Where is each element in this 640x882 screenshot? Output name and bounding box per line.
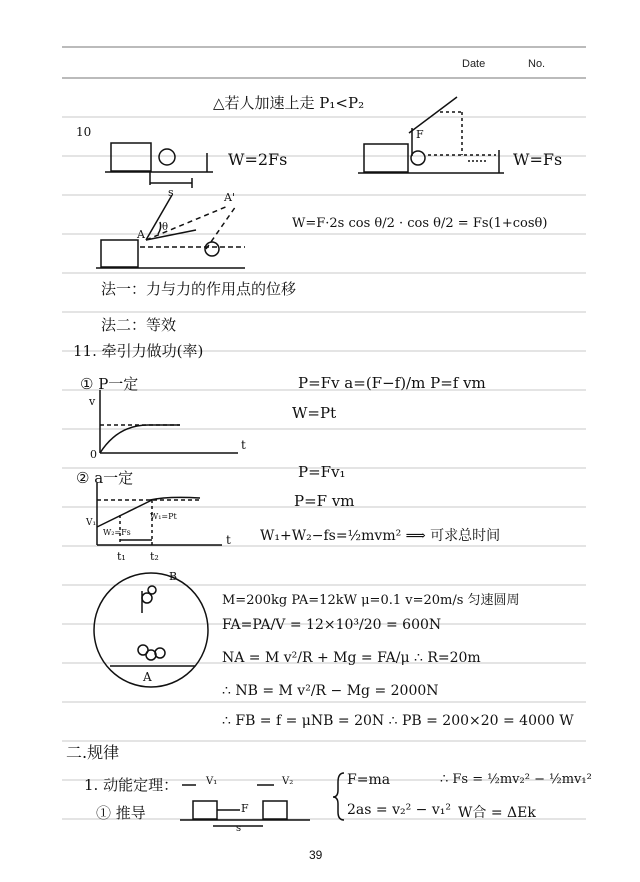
note-line-20: ∴ FB = f = μNB = 20N ∴ PB = 200×20 = 4000 W — [222, 713, 574, 729]
s-label-2: s — [236, 823, 242, 834]
note-line-14: P=F vm — [294, 492, 355, 510]
v1a-label: V₁ — [206, 776, 218, 787]
note-line-13: P=Fv₁ — [298, 463, 346, 481]
t1-label: t₁ — [117, 550, 126, 563]
note-line-10: P=Fv a=(F−f)/m P=f vm — [298, 374, 486, 392]
note-line-8: 11. 牵引力做功(率) — [73, 342, 204, 360]
note-line-3: W=2Fs — [228, 150, 288, 169]
note-line-25: ① 推导 — [96, 804, 146, 822]
note-line-17: FA=PA/V = 12×10³/20 = 600N — [222, 617, 442, 633]
a-label: A — [137, 228, 145, 241]
b-label: B — [169, 570, 178, 583]
note-line-22: 1. 动能定理： — [84, 776, 179, 794]
block-pulley-left-sketch — [105, 143, 213, 188]
note-line-2: 10 — [76, 125, 92, 139]
f-label-2: F — [241, 802, 249, 815]
note-line-11: W=Pt — [292, 404, 337, 422]
no-label: No. — [528, 58, 546, 70]
t-axis-label-1: t — [241, 438, 246, 452]
graph-constant-power — [100, 390, 238, 453]
date-label: Date — [462, 58, 486, 70]
note-line-18: NA = M v²/R + Mg = FA/μ ∴ R=20m — [222, 650, 481, 666]
note-line-1: △若人加速上走 P₁<P₂ — [213, 94, 365, 112]
note-line-15: W₁+W₂−fs=½mvm² ⟹ 可求总时间 — [260, 528, 501, 544]
note-line-21: 二.规律 — [66, 743, 120, 762]
v-axis-label-1: v — [89, 395, 96, 408]
ruled-lines — [62, 47, 586, 819]
origin-label: 0 — [90, 448, 97, 461]
a-bottom-label: A — [143, 670, 152, 684]
note-line-9: ① P一定 — [80, 375, 139, 393]
note-line-19: ∴ NB = M v²/R − Mg = 2000N — [222, 683, 439, 699]
f-label: F — [416, 128, 424, 141]
t-axis-label-2: t — [226, 533, 231, 547]
page-number: 39 — [309, 848, 323, 862]
note-line-4: W=Fs — [513, 150, 563, 169]
block-pulley-right-sketch — [358, 97, 504, 173]
s-label: s — [168, 186, 174, 199]
t2-label: t₂ — [150, 550, 159, 563]
w1-label: W₁=Pt — [150, 512, 177, 521]
theta-label: θ — [162, 222, 169, 233]
note-line-6: 法一：力与力的作用点的位移 — [101, 280, 297, 298]
v1-label: V₁ — [86, 518, 97, 528]
note-line-12: ② a一定 — [76, 469, 134, 487]
note-line-27: W合 = ΔEk — [458, 805, 536, 821]
w2-label: W₂=Fs — [103, 528, 131, 537]
note-line-23: F=ma — [347, 772, 391, 788]
note-line-24: ∴ Fs = ½mv₂² − ½mv₁² — [440, 772, 592, 787]
a-prime-label: A' — [224, 191, 235, 204]
note-line-5: W=F·2s cos θ/2 · cos θ/2 = Fs(1+cosθ) — [292, 216, 548, 231]
note-line-16: M=200kg PA=12kW μ=0.1 v=20m/s 匀速圆周 — [222, 593, 520, 608]
note-line-26: 2as = v₂² − v₁² — [347, 802, 451, 818]
v2a-label: V₂ — [282, 776, 294, 787]
note-line-7: 法二：等效 — [101, 316, 177, 334]
rope-angle-sketch — [96, 195, 245, 268]
